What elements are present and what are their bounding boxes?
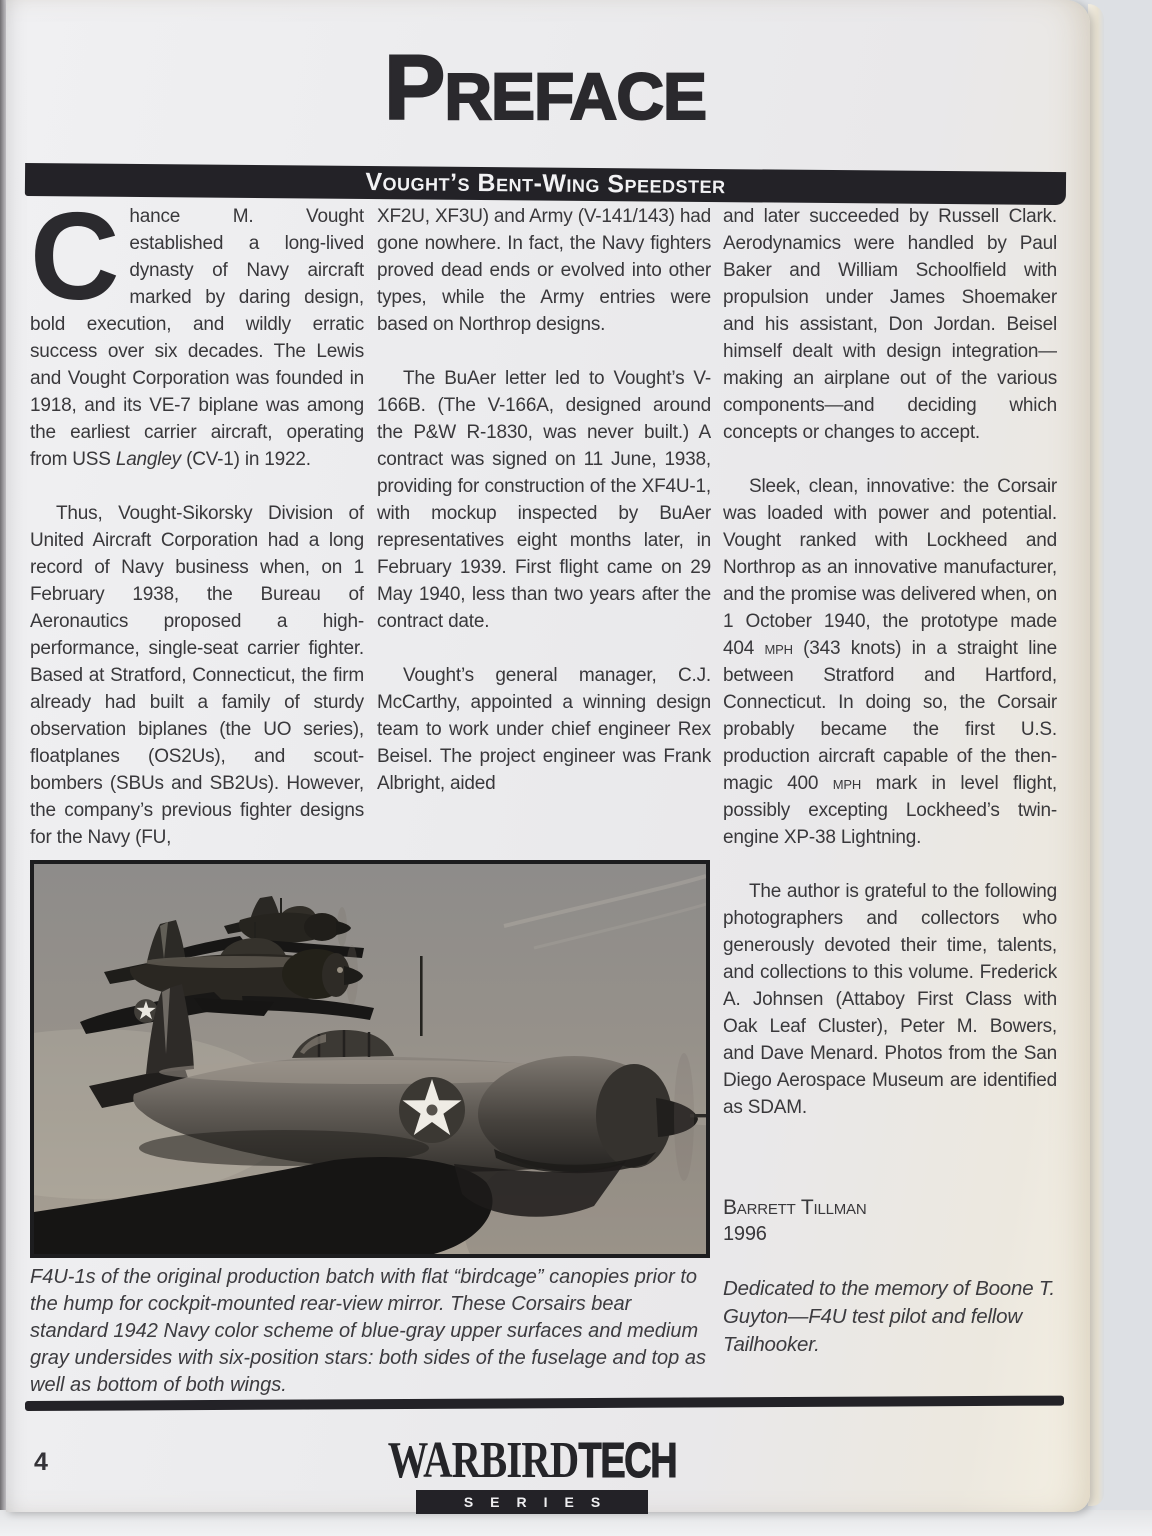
paragraph: and later succeeded by Russell Clark. Aerodynamics were handled by Paul Baker and William Schoolfield with propulsion under James Shoemaker and his assistant, Don Jordan. Beisel himself dealt with design integration—making an airplane out of the various components—and deciding which concepts or changes to accept. bbox=[723, 206, 1057, 443]
paragraph: The BuAer letter led to Vought’s V-166B. (The V-166A, designed around the P&W R-1830, was never built.) A contract was signed on 11 June, 1938, providing for construction of the XF4U-1, with mockup inspected by BuAer representatives eight months later, in February 1939. First flight came on 29 May 1940, less than two years after the contract date. bbox=[377, 368, 711, 632]
photo-caption: F4U-1s of the original production batch with flat “birdcage” canopies prior to the hump for cockpit-mounted rear-view mirror. These Corsairs bear standard 1942 Navy color scheme of blue-gray upper surfaces and medium gray undersides with six-position stars: both sides of the fuselage and top as well as bottom of both wings. bbox=[30, 1266, 706, 1396]
dropcap-letter: C bbox=[30, 203, 120, 326]
paragraph: Sleek, clean, innovative: the Corsair was loaded with power and potential. Vought ranked with Lockheed and Northrop as an innovative manufacturer, and the promise was delivered when, on 1 October 1940, the prototype made 404 mph (343 knots) in a straight line between Stratford and Hartford, Connecticut. In doing so, the Corsair probably became the first U.S. production aircraft capable of the then-magic 400 mph mark in level flight, possibly excepting Lockheed’s twin-engine XP-38 Lightning. bbox=[723, 476, 1057, 848]
logo-series-bar: SERIES bbox=[416, 1490, 648, 1514]
text-column-1 bbox=[30, 203, 364, 851]
paragraph-text: hance M. Vought established a long-lived dynasty of Navy aircraft marked by daring design, bold execution, and wildly erratic success over six decades. The Lewis and Vought Corporation was founded in 1918, and its VE-7 biplane was among the earliest carrier aircraft, operating from USS Langley (CV-1) in 1922. bbox=[30, 206, 364, 470]
author-name: Barrett Tillman bbox=[723, 1196, 867, 1219]
publication-year: 1996 bbox=[723, 1223, 767, 1245]
warbirdtech-logo bbox=[372, 1433, 692, 1514]
paragraph: Vought’s general manager, C.J. McCarthy, appointed a winning design team to work under chief engineer Rex Beisel. The project engineer was Frank Albright, aided bbox=[377, 665, 711, 794]
page-title: PREFACE bbox=[383, 37, 707, 139]
corsair-formation-photo bbox=[30, 860, 710, 1258]
logo-warbird-text: WARBIRD bbox=[387, 1432, 579, 1489]
column-2-text bbox=[377, 203, 711, 851]
logo-tech-text: TECH bbox=[578, 1434, 677, 1488]
text-column-3 bbox=[723, 203, 1057, 1359]
paragraph: The author is grateful to the following photographers and collectors who generously devoted their time, talents, and collections to this volume. Frederick A. Johnsen (Attaboy First Class with Oak Leaf Cluster), Peter M. Bowers, and Dave Menard. Photos from the San Diego Aerospace Museum are identified as SDAM. bbox=[723, 881, 1057, 1118]
corsair-photo-graphic bbox=[34, 864, 706, 1254]
page-number: 4 bbox=[34, 1448, 48, 1476]
column-3-text bbox=[723, 203, 1057, 1148]
book-page-stack-edge bbox=[1088, 4, 1104, 1506]
column-1-text bbox=[30, 203, 364, 851]
warbirdtech-logo-text bbox=[387, 1432, 677, 1489]
paragraph-dropcap bbox=[30, 203, 364, 473]
paragraph: Thus, Vought-Sikorsky Division of United Aircraft Corporation had a long record of Navy business when, on 1 February 1938, the Bureau of Aeronautics proposed a high-performance, single-seat carrier fighter. Based at Stratford, Connecticut, the firm already had built a family of sturdy observation biplanes (the UO series), floatplanes (OS2Us), and scout-bombers (SBUs and SB2Us). However, the company’s previous fighter designs for the Navy (FU, bbox=[30, 503, 364, 848]
subtitle-text: Vought’s Bent-Wing Speedster bbox=[365, 167, 726, 200]
paragraph: XF2U, XF3U) and Army (V-141/143) had gone nowhere. In fact, the Navy fighters proved dead ends or evolved into other types, while the Army entries were based on Northrop designs. bbox=[377, 206, 711, 335]
text-column-2 bbox=[377, 203, 711, 851]
dedication-text: Dedicated to the memory of Boone T. Guyton—F4U test pilot and fellow Tailhooker. bbox=[723, 1277, 1055, 1356]
